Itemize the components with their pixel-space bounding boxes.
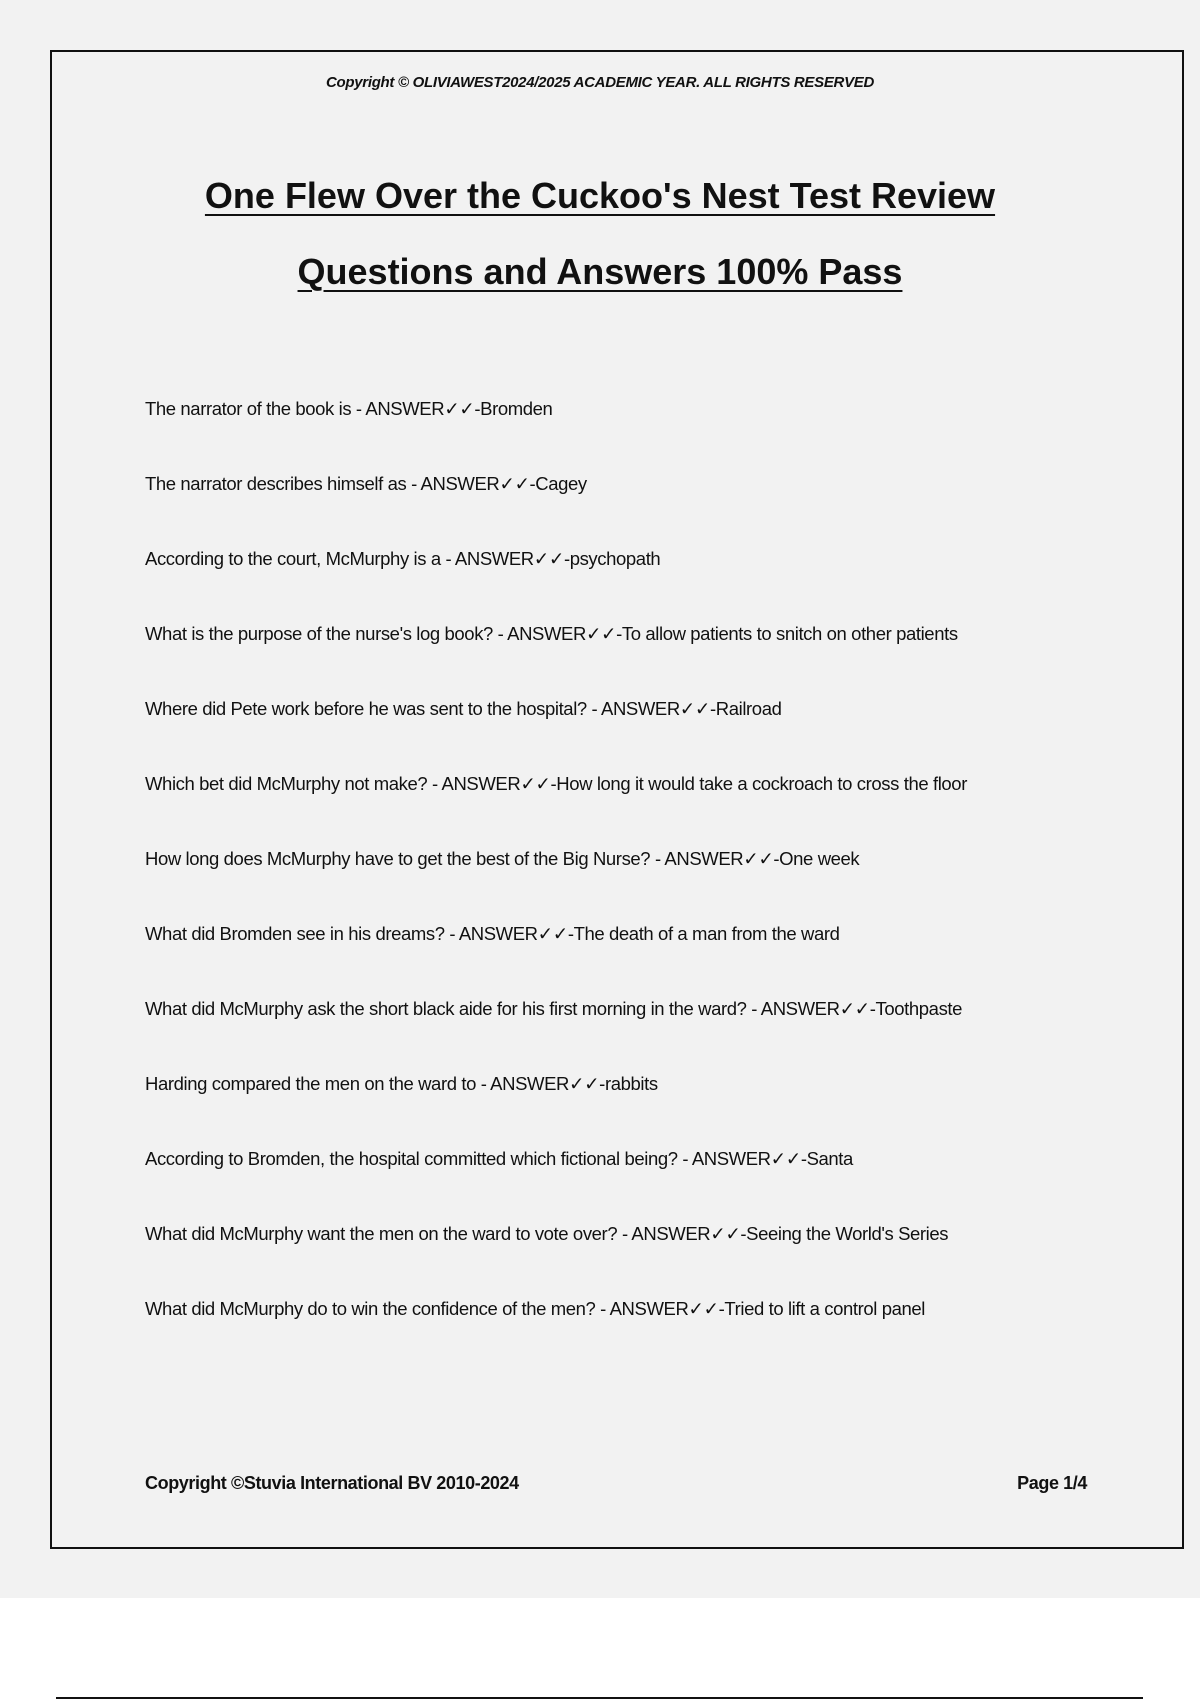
qa-list xyxy=(145,381,1105,1356)
qa-item: The narrator of the book is - ANSWER✓✓-Bromden xyxy=(145,398,553,419)
qa-item: Which bet did McMurphy not make? - ANSWER✓✓-How long it would take a cockroach to cross the floor xyxy=(145,773,967,794)
document-title-line-2 xyxy=(0,250,1200,294)
qa-item: What did McMurphy ask the short black aide for his first morning in the ward? - ANSWER✓✓-Toothpaste xyxy=(145,998,963,1019)
qa-item: What did Bromden see in his dreams? - ANSWER✓✓-The death of a man from the ward xyxy=(145,923,840,944)
qa-item: What is the purpose of the nurse's log book? - ANSWER✓✓-To allow patients to snitch on other patients xyxy=(145,623,958,644)
title-text-2: Questions and Answers 100% Pass xyxy=(297,251,903,292)
qa-item: What did McMurphy want the men on the ward to vote over? - ANSWER✓✓-Seeing the World's Series xyxy=(145,1223,949,1244)
header-copyright: Copyright © OLIVIAWEST2024/2025 ACADEMIC YEAR. ALL RIGHTS RESERVED xyxy=(325,74,875,91)
qa-item: According to Bromden, the hospital committed which fictional being? - ANSWER✓✓-Santa xyxy=(145,1148,853,1169)
qa-item: The narrator describes himself as - ANSWER✓✓-Cagey xyxy=(145,473,587,494)
qa-item: Where did Pete work before he was sent to the hospital? - ANSWER✓✓-Railroad xyxy=(145,698,782,719)
next-page-top-border xyxy=(56,1697,1143,1699)
qa-item: What did McMurphy do to win the confidence of the men? - ANSWER✓✓-Tried to lift a control panel xyxy=(145,1298,925,1319)
footer-copyright: Copyright ©Stuvia International BV 2010-2024 xyxy=(145,1473,519,1493)
title-text-1: One Flew Over the Cuckoo's Nest Test Review xyxy=(204,175,996,216)
qa-item: Harding compared the men on the ward to - ANSWER✓✓-rabbits xyxy=(145,1073,658,1094)
page-number: Page 1/4 xyxy=(1017,1473,1087,1493)
qa-item: According to the court, McMurphy is a - ANSWER✓✓-psychopath xyxy=(145,548,661,569)
document-title-line-1 xyxy=(0,174,1200,218)
qa-item: How long does McMurphy have to get the best of the Big Nurse? - ANSWER✓✓-One week xyxy=(145,848,860,869)
